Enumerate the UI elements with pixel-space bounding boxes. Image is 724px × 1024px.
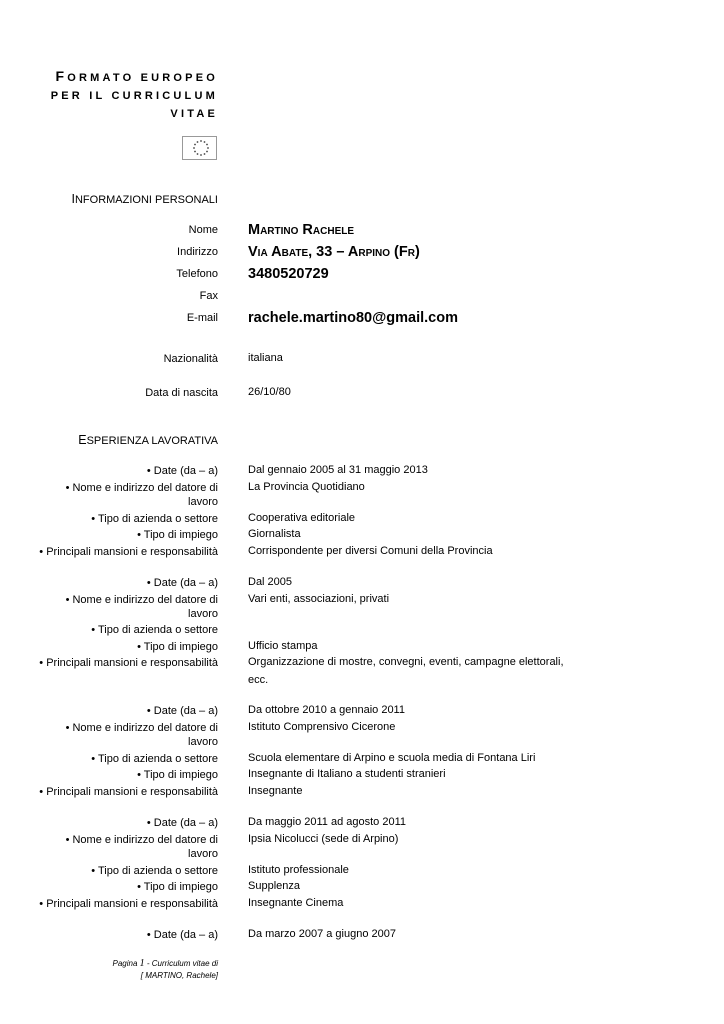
label-email: E-mail [186, 312, 218, 324]
section-personal-info: INFORMAZIONI PERSONALI [71, 192, 218, 206]
label-telefono: Telefono [176, 268, 218, 280]
job1-duties-label: • Principali mansioni e responsabilità [39, 546, 218, 558]
title-line-1: ORMATO EUROPEO [67, 72, 218, 84]
job3-employer-label-2: lavoro [188, 736, 218, 748]
job2-job-label: • Tipo di impiego [137, 641, 218, 653]
value-nazionalita: italiana [248, 352, 283, 364]
job4-employer-label-1: • Nome e indirizzo del datore di [65, 834, 218, 846]
value-telefono: 3480520729 [248, 266, 329, 282]
job1-sector-label: • Tipo di azienda o settore [91, 513, 218, 525]
page-number: 1 [139, 958, 145, 969]
job3-employer: Istituto Comprensivo Cicerone [248, 721, 396, 733]
job2-employer: Vari enti, associazioni, privati [248, 593, 390, 605]
value-email: rachele.martino80@gmail.com [248, 310, 458, 326]
value-nome: Martino Rachele [248, 222, 355, 238]
label-indirizzo: Indirizzo [177, 246, 218, 258]
label-fax: Fax [199, 290, 218, 302]
job3-sector-label: • Tipo di azienda o settore [91, 753, 218, 765]
page-footer: Pagina 1 - Curriculum vitae di [ MARTINO, Rachele] [112, 958, 218, 980]
title-initial: F [55, 68, 68, 84]
job2-date: Dal 2005 [248, 576, 293, 588]
job1-employer: La Provincia Quotidiano [248, 481, 365, 493]
job3-job-label: • Tipo di impiego [137, 769, 218, 781]
label-nome: Nome [188, 224, 218, 236]
job1-duties: Corrispondente per diversi Comuni della Provincia [248, 545, 493, 557]
job1-employer-label-2: lavoro [188, 496, 218, 508]
job4-duties-label: • Principali mansioni e responsabilità [39, 898, 218, 910]
job3-date-label: • Date (da – a) [146, 705, 218, 717]
job3-duties-label: • Principali mansioni e responsabilità [39, 786, 218, 798]
job3-job: Insegnante di Italiano a studenti stranieri [248, 768, 446, 780]
job1-job: Giornalista [248, 528, 301, 540]
job4-employer: Ipsia Nicolucci (sede di Arpino) [248, 833, 399, 845]
job2-employer-label-2: lavoro [188, 608, 218, 620]
job4-employer-label-2: lavoro [188, 848, 218, 860]
job2-date-label: • Date (da – a) [146, 577, 218, 589]
job4-duties: Insegnante Cinema [248, 897, 344, 909]
job4-sector: Istituto professionale [248, 864, 349, 876]
job1-employer-label-1: • Nome e indirizzo del datore di [65, 482, 218, 494]
job3-duties: Insegnante [248, 785, 303, 797]
job3-date: Da ottobre 2010 a gennaio 2011 [248, 704, 405, 716]
job2-duties-label: • Principali mansioni e responsabilità [39, 657, 218, 669]
job2-sector-label: • Tipo di azienda o settore [91, 624, 218, 636]
job2-employer-label-1: • Nome e indirizzo del datore di [65, 594, 218, 606]
job1-date: Dal gennaio 2005 al 31 maggio 2013 [248, 464, 428, 476]
job4-job-label: • Tipo di impiego [137, 881, 218, 893]
job3-employer-label-1: • Nome e indirizzo del datore di [65, 722, 218, 734]
job2-job: Ufficio stampa [248, 640, 318, 652]
job3-sector: Scuola elementare di Arpino e scuola media di Fontana Liri [248, 752, 536, 764]
job4-date-label: • Date (da – a) [146, 817, 218, 829]
job1-sector: Cooperativa editoriale [248, 512, 356, 524]
job5-date: Da marzo 2007 a giugno 2007 [248, 928, 396, 940]
job4-job: Supplenza [248, 880, 300, 892]
eu-flag-logo [182, 136, 217, 160]
job4-sector-label: • Tipo di azienda o settore [91, 865, 218, 877]
footer-name: [ MARTINO, Rachele] [140, 971, 218, 980]
job1-date-label: • Date (da – a) [146, 465, 218, 477]
value-data-nascita: 26/10/80 [248, 386, 291, 398]
title-line-2: PER IL CURRICULUM [50, 90, 218, 102]
job5-date-label: • Date (da – a) [146, 929, 218, 941]
value-indirizzo: Via Abate, 33 – Arpino (Fr) [248, 244, 420, 260]
title-line-3: VITAE [170, 108, 218, 120]
cv-title [51, 67, 218, 123]
job4-date: Da maggio 2011 ad agosto 2011 [248, 816, 406, 828]
job1-job-label: • Tipo di impiego [137, 529, 218, 541]
section-work-experience: ESPERIENZA LAVORATIVA [78, 433, 218, 447]
label-data-nascita: Data di nascita [145, 387, 218, 399]
label-nazionalita: Nazionalità [163, 353, 218, 365]
job2-duties: Organizzazione di mostre, convegni, eventi, campagne elettorali, [248, 656, 564, 668]
job2-duties-cont: ecc. [248, 674, 269, 686]
